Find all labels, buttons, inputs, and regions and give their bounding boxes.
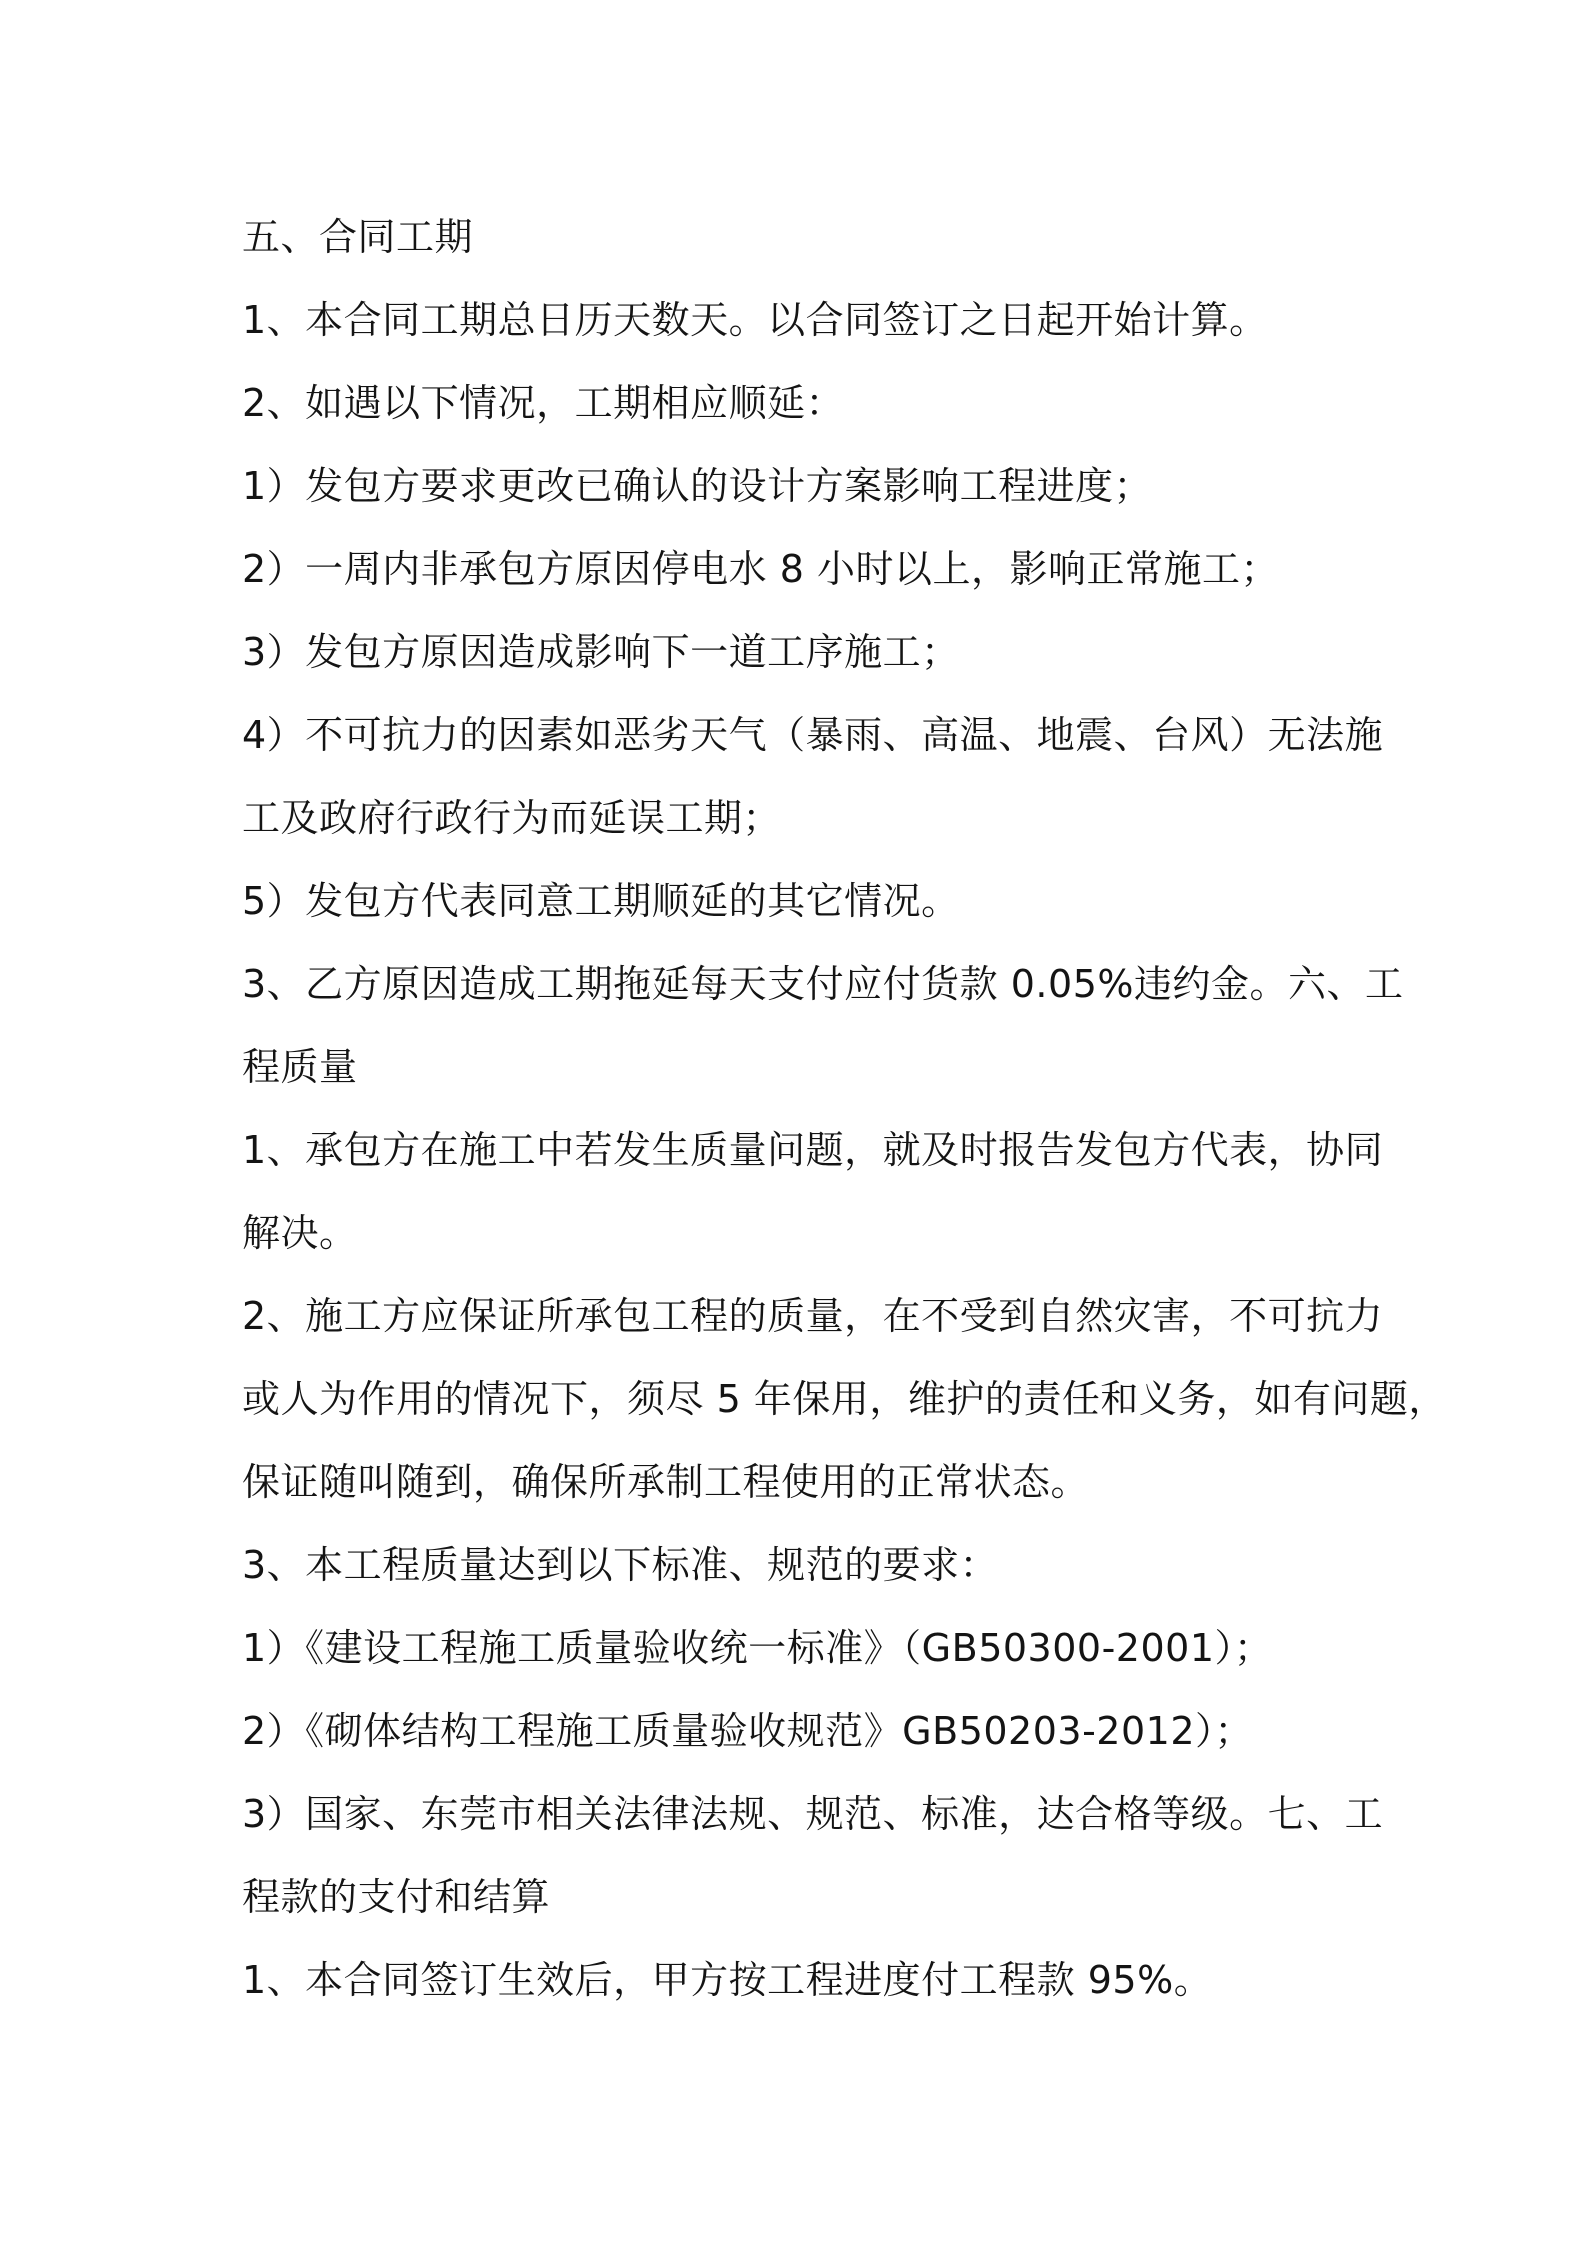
paragraph-line: 1、本合同工期总日历天数天。以合同签订之日起开始计算。 <box>242 298 1268 342</box>
document-body <box>242 196 1447 2022</box>
paragraph-line: 2、施工方应保证所承包工程的质量，在不受到自然灾害，不可抗力 <box>242 1294 1384 1338</box>
paragraph-line: 3、乙方原因造成工期拖延每天支付应付货款 0.05%违约金。六、工 <box>242 962 1404 1006</box>
paragraph-line: 1）《建设工程施工质量验收统一标准》（GB50300-2001）； <box>242 1626 1273 1670</box>
paragraph-line: 3）发包方原因造成影响下一道工序施工； <box>242 630 960 674</box>
paragraph-line: 4）不可抗力的因素如恶劣天气（暴雨、高温、地震、台风）无法施 <box>242 713 1384 757</box>
paragraph-line: 或人为作用的情况下，须尽 5 年保用，维护的责任和义务，如有问题， <box>242 1377 1447 1421</box>
paragraph-line: 2）一周内非承包方原因停电水 8 小时以上，影响正常施工； <box>242 547 1280 591</box>
paragraph-line: 解决。 <box>242 1211 358 1255</box>
paragraph-line: 2、如遇以下情况，工期相应顺延： <box>242 381 845 425</box>
paragraph-line: 保证随叫随到，确保所承制工程使用的正常状态。 <box>242 1460 1090 1504</box>
paragraph-line: 1、承包方在施工中若发生质量问题，就及时报告发包方代表，协同 <box>242 1128 1384 1172</box>
section-heading-contract-period: 五、合同工期 <box>242 215 474 259</box>
paragraph-line: 工及政府行政行为而延误工期； <box>242 796 782 840</box>
paragraph-line: 3）国家、东莞市相关法律法规、规范、标准，达合格等级。七、工 <box>242 1792 1384 1836</box>
paragraph-line: 程款的支付和结算 <box>242 1875 551 1919</box>
paragraph-line: 1）发包方要求更改已确认的设计方案影响工程进度； <box>242 464 1153 508</box>
paragraph-line: 3、本工程质量达到以下标准、规范的要求： <box>242 1543 999 1587</box>
paragraph-line: 2）《砌体结构工程施工质量验收规范》GB50203-2012）； <box>242 1709 1253 1753</box>
paragraph-line: 1、本合同签订生效后，甲方按工程进度付工程款 95%。 <box>242 1958 1213 2002</box>
paragraph-line: 程质量 <box>242 1045 358 1089</box>
paragraph-line: 5）发包方代表同意工期顺延的其它情况。 <box>242 879 960 923</box>
